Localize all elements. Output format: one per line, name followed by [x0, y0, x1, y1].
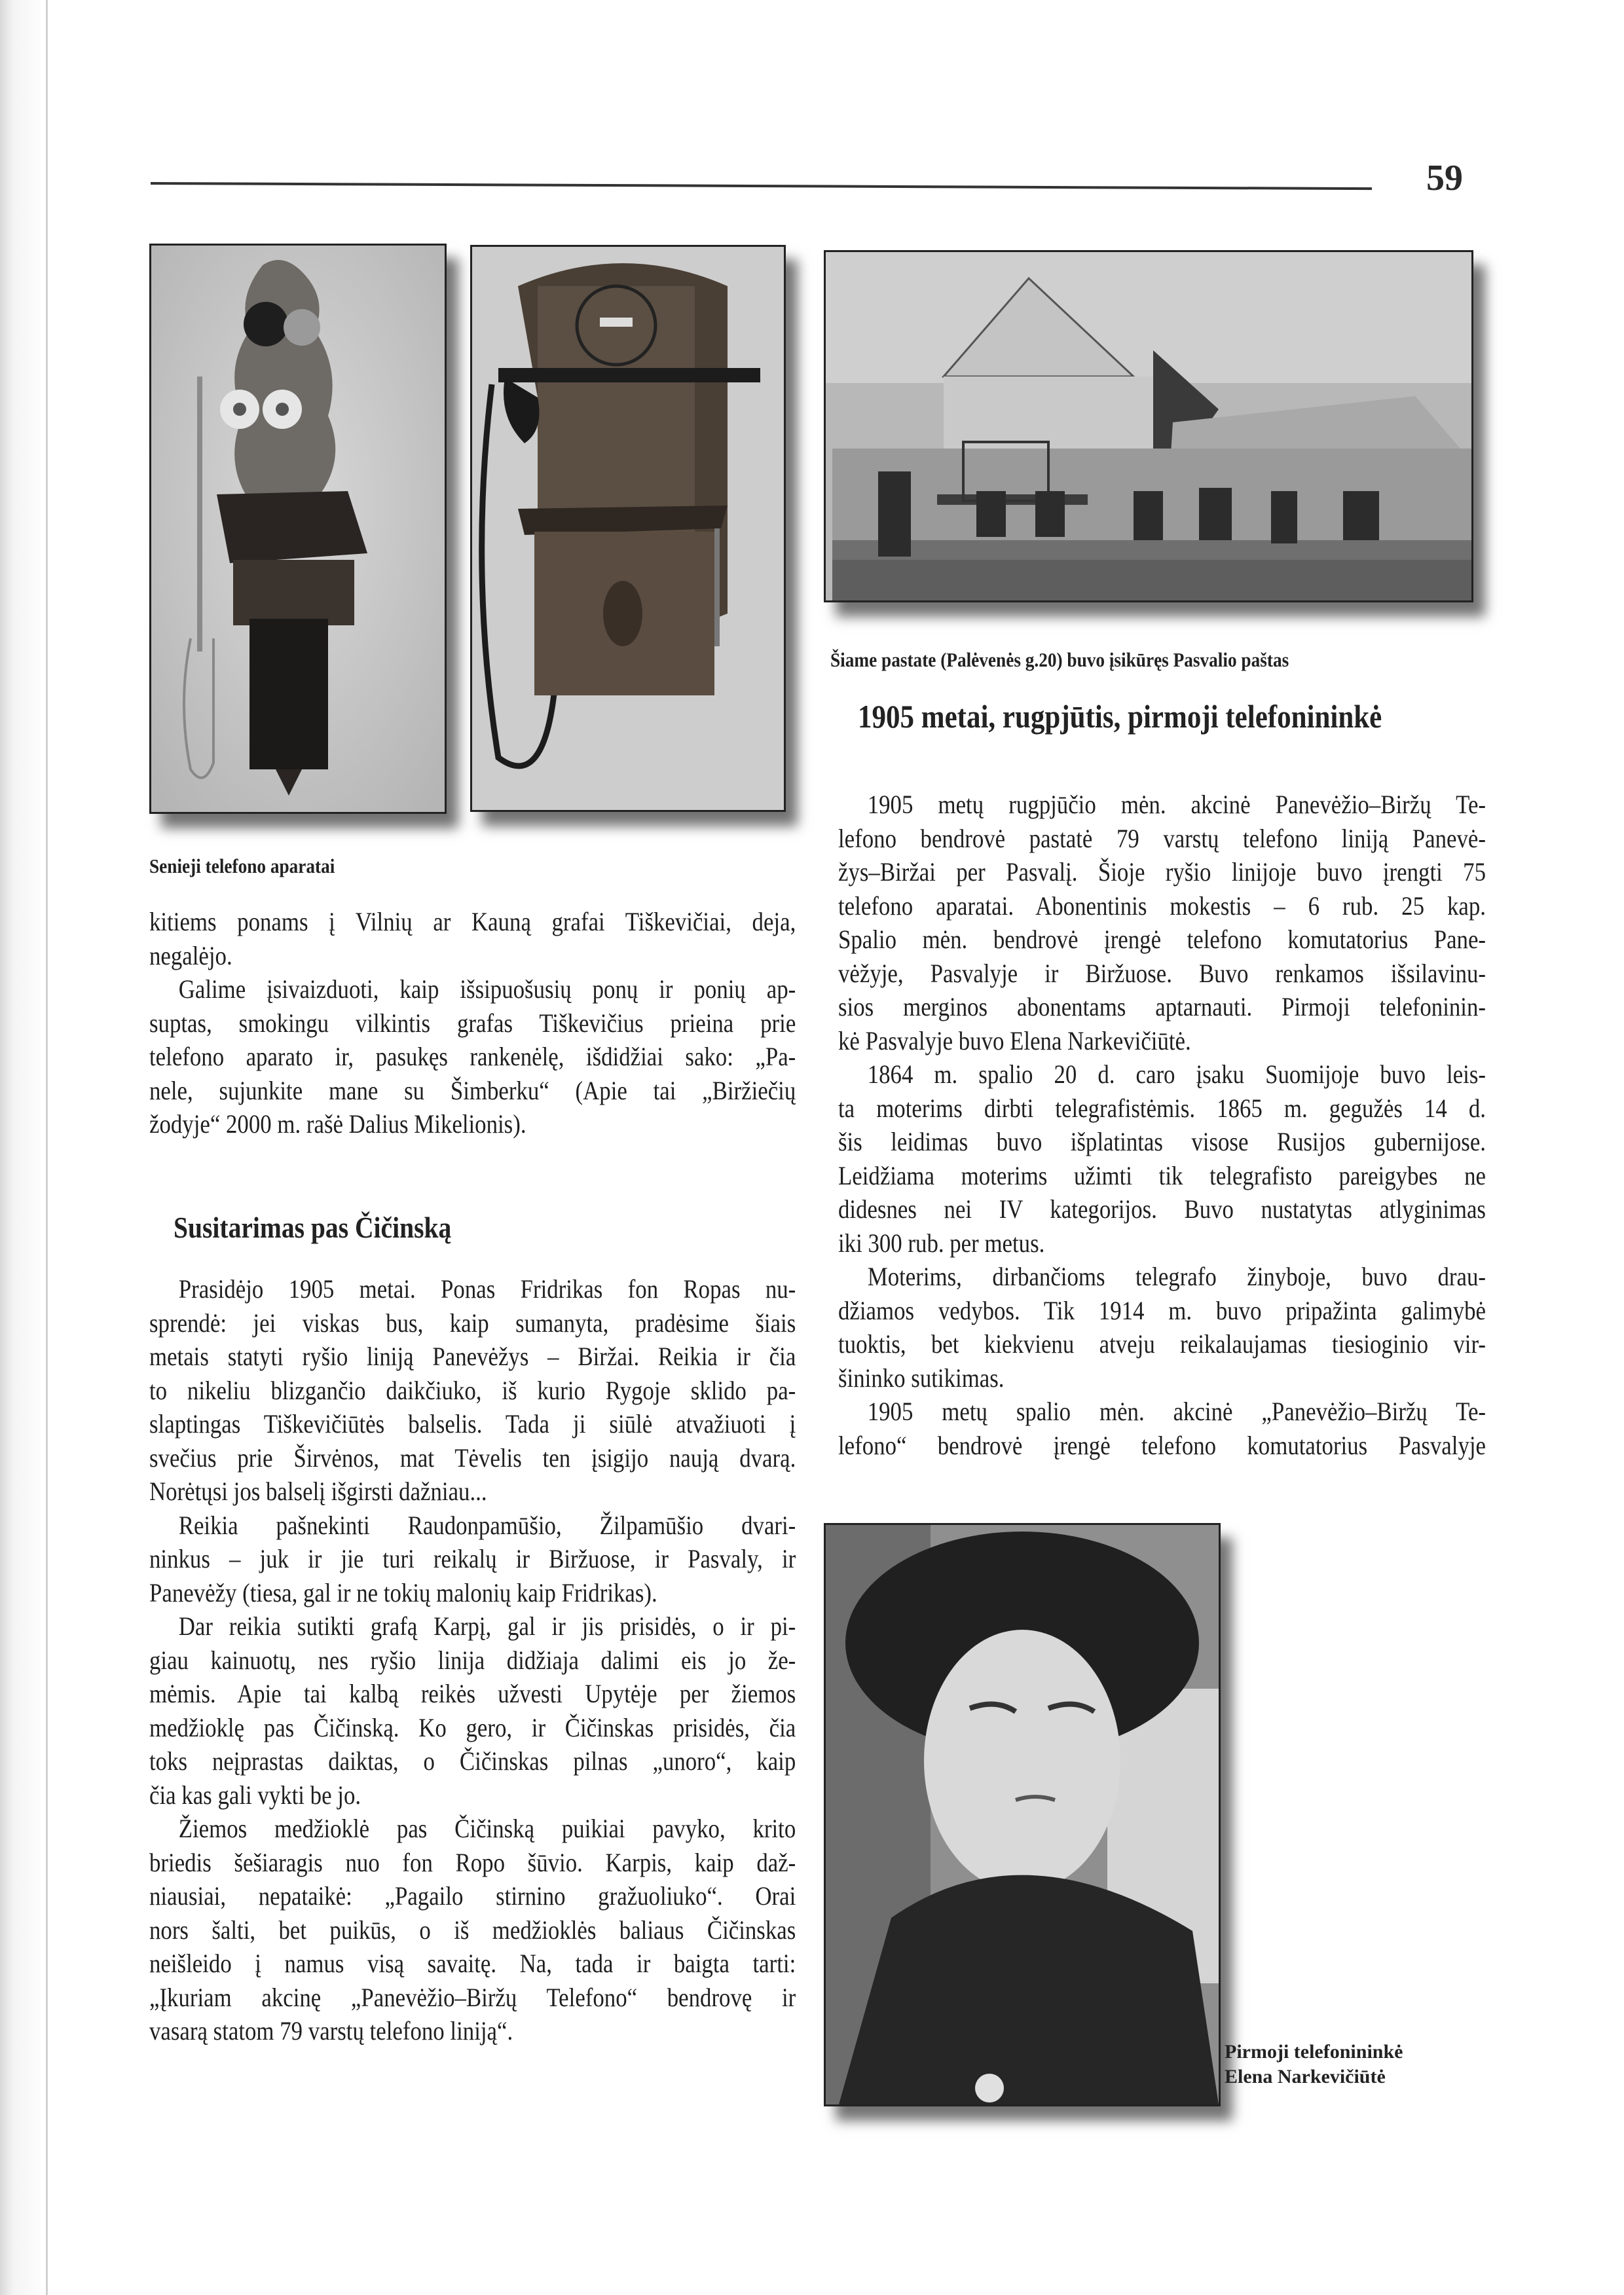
- text-line: Spalio mėn. bendrovė įrengė telefono komutatorius Pane-: [838, 925, 1486, 954]
- text-line: Prasidėjo 1905 metai. Ponas Fridrikas fon Ropas nu-: [178, 1274, 796, 1304]
- header-rule: [151, 182, 1372, 190]
- text-line: didesnes nei IV kategorijos. Buvo nustatytas atlyginimas: [838, 1194, 1486, 1224]
- text-line: suptas, smokingu vilkintis grafas Tiškevičius prieina prie: [149, 1008, 796, 1038]
- post-office-caption: Šiame pastate (Palėvenės g.20) buvo įsikūręs Pasvalio paštas: [830, 648, 1289, 671]
- text-line: ninkus – juk ir jie turi reikalų ir Biržuose, ir Pasvaly, ir: [149, 1544, 796, 1573]
- portrait-caption-line1: Pirmoji telefonininkė: [1225, 2041, 1403, 2063]
- telephone-photo-right: [470, 245, 786, 812]
- text-line: „Įkuriam akcinę „Panevėžio–Biržų Telefono“ bendrovę ir: [149, 1982, 796, 2012]
- text-line: telefono aparatai. Abonentinis mokestis – 6 rub. 25 kap.: [838, 890, 1486, 921]
- text-line: lefono bendrovė pastatė 79 varstų telefono liniją Panevė-: [838, 823, 1486, 853]
- left-column-text-1: [149, 905, 796, 1141]
- text-line: medžioklę pas Čičinską. Ko gero, ir Čičinskas prisidės, čia: [149, 1712, 796, 1742]
- text-line: žys–Biržai per Pasvalį. Šioje ryšio linijoje buvo įrengti 75: [838, 857, 1486, 887]
- text-line: metais statyti ryšio liniją Panevėžys – Biržai. Reikia ir čia: [149, 1342, 796, 1371]
- text-line: Dar reikia sutikti grafą Karpį, gal ir jis prisidės, o ir pi-: [178, 1611, 796, 1641]
- text-line: ta moterims dirbti telegrafistėmis. 1865 m. gegužės 14 d.: [838, 1093, 1486, 1123]
- text-line: nors šalti, bet puikūs, o iš medžioklės baliaus Čičinskas: [149, 1915, 796, 1945]
- text-line: 1905 metų spalio mėn. akcinė „Panevėžio–Biržų Te-: [867, 1397, 1486, 1426]
- text-line: Moterims, dirbančioms telegrafo žinyboje, buvo drau-: [867, 1262, 1486, 1291]
- text-line: neišleido į namus visą savaitę. Na, tada ir baigta tarti:: [149, 1949, 796, 1978]
- text-line: tuoktis, bet kiekvienu atveju reikalaujamas tiesioginio vir-: [838, 1329, 1486, 1359]
- text-line: Norėtųsi jos balselį išgirsti dažniau...: [149, 1477, 487, 1506]
- text-line: nele, sujunkite mane su Šimberku“ (Apie tai „Biržiečių: [149, 1075, 796, 1105]
- text-line: to nikeliu blizgančio daikčiuko, iš kurio Rygoje sklido pa-: [149, 1375, 796, 1405]
- right-column-text: [838, 788, 1486, 1462]
- building-icon: [826, 252, 1471, 600]
- text-line: lefono“ bendrovė įrengė telefono komutatorius Pasvalyje: [838, 1430, 1486, 1460]
- text-line: iki 300 rub. per metus.: [838, 1228, 1045, 1258]
- text-line: šis leidimas buvo išplatintas visose Rusijos gubernijose.: [838, 1127, 1486, 1156]
- text-line: 1864 m. spalio 20 d. caro įsaku Suomijoje buvo leis-: [867, 1059, 1486, 1089]
- text-line: toks neįprastas daiktas, o Čičinskas pilnas „unoro“, kaip: [149, 1746, 796, 1776]
- text-line: svečius prie Širvėnos, mat Tėvelis ten įsigijo naują dvarą.: [149, 1442, 796, 1473]
- left-section-heading: Susitarimas pas Čičinską: [174, 1211, 452, 1244]
- text-line: briedis šešiaragis nuo fon Ropo šūvio. Karpis, kaip daž-: [149, 1847, 796, 1877]
- text-line: žodyje“ 2000 m. rašė Dalius Mikelionis).: [149, 1109, 526, 1139]
- text-line: vėžyje, Pasvalyje ir Biržuose. Buvo renkamos išsilavinu-: [838, 958, 1486, 988]
- text-line: kitiems ponams į Vilnių ar Kauną grafai Tiškevičiai, deja,: [149, 907, 796, 936]
- text-line: telefono aparato ir, pasukęs rankenėlę, išdidžiai sako: „Pa-: [149, 1042, 796, 1071]
- text-line: negalėjo.: [149, 940, 232, 970]
- text-line: Žiemos medžioklė pas Čičinską puikiai pavyko, krito: [178, 1814, 796, 1843]
- scan-edge-shadow: [0, 0, 46, 2295]
- text-line: sios merginos abonentams aptarnauti. Pirmoji telefoninin-: [838, 992, 1486, 1021]
- text-line: slaptingas Tiškevičiūtės balselis. Tada ji siūlė atvažiuoti į: [149, 1409, 796, 1439]
- text-line: džiamos vedybos. Tik 1914 m. buvo pripažinta galimybė: [838, 1295, 1486, 1325]
- left-column-text-2: [149, 1272, 796, 2048]
- post-office-photo: [824, 250, 1473, 602]
- text-line: mėmis. Apie tai kalbą reikės užvesti Upytėje per žiemos: [149, 1679, 796, 1708]
- text-line: sprendė: jei viskas bus, kaip sumanyta, pradėsime šiais: [149, 1308, 796, 1338]
- portrait-caption: [1225, 2040, 1441, 2089]
- antique-telephone-icon: [151, 246, 445, 812]
- portrait-icon: [826, 1525, 1219, 2104]
- antique-telephone-icon: [472, 247, 784, 810]
- text-line: čia kas gali vykti be jo.: [149, 1780, 361, 1810]
- text-line: kė Pasvalyje buvo Elena Narkevičiūtė.: [838, 1025, 1191, 1056]
- text-line: niausiai, nepataikė: „Pagailo stirnino gražuoliuko“. Orai: [149, 1881, 796, 1911]
- telephones-caption: Senieji telefono aparatai: [149, 854, 335, 877]
- text-line: Galime įsivaizduoti, kaip išsipuošusių ponų ir ponių ap-: [178, 974, 796, 1004]
- text-line: Reikia pašnekinti Raudonpamūšio, Žilpamūšio dvari-: [178, 1510, 796, 1540]
- text-line: Leidžiama moterims užimti tik telegrafisto pareigybes ne: [838, 1160, 1486, 1190]
- portrait-photo: [824, 1523, 1221, 2106]
- right-section-heading: 1905 metai, rugpjūtis, pirmoji telefonininkė: [858, 698, 1382, 735]
- text-line: 1905 metų rugpjūčio mėn. akcinė Panevėžio–Biržų Te-: [867, 790, 1486, 819]
- text-line: Panevėžy (tiesa, gal ir ne tokių malonių kaip Fridrikas).: [149, 1577, 657, 1607]
- text-line: vasarą statom 79 varstų telefono liniją“.: [149, 2016, 513, 2046]
- text-line: šininko sutikimas.: [838, 1363, 1005, 1393]
- text-line: giau kainuotų, nes ryšio linija didžiaja dalimi eis jo že-: [149, 1645, 796, 1675]
- scan-binding-line: [46, 0, 48, 2295]
- portrait-caption-line2: Elena Narkevičiūtė: [1225, 2066, 1386, 2087]
- page-number: 59: [1426, 158, 1463, 198]
- telephone-photo-left: [149, 244, 447, 814]
